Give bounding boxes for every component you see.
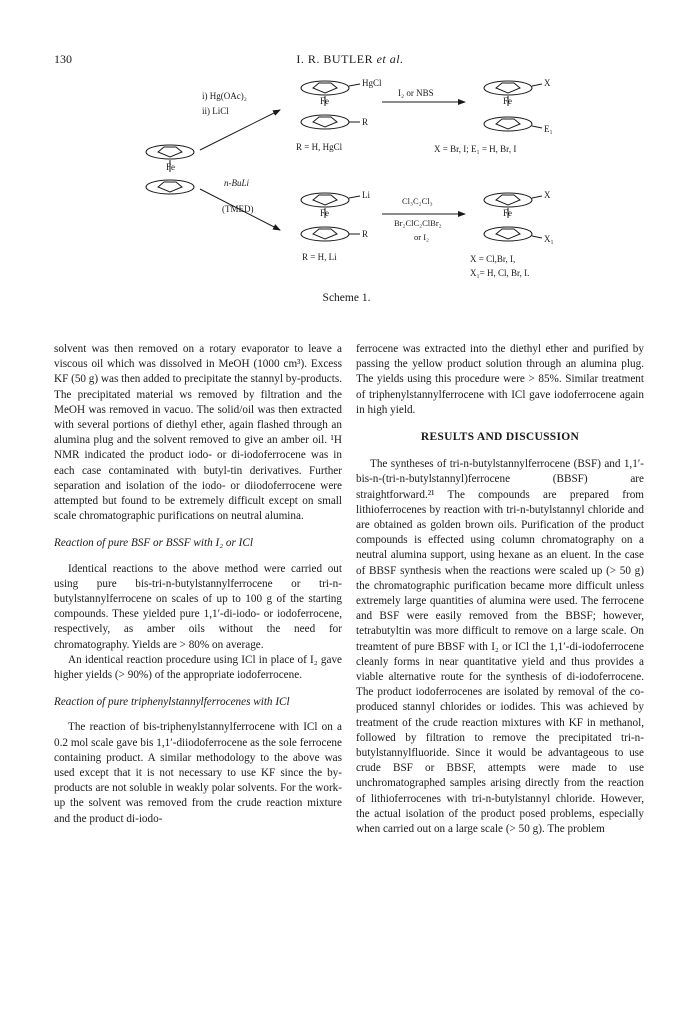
substituent-e1: E₁: [544, 124, 553, 134]
substituent-r-top: R: [362, 117, 369, 127]
left-paragraph-1: solvent was then removed on a rotary evaporator to leave a viscous oil which was dissolved in MeOH (1000 cm³). Excess KF (50 g) was then added to precipitate the stannyl by-products. The precipitated material ws removed by filtration and the MeOH was removed in vacuo. The solid/oil was then extracted with several portions of diethyl ether, again flashed through an alumina plug and the solvent removed to give an amber oil. ¹H NMR indicated the product iodo- or di-iodoferrocene was in each case contaminated with butyl-tin derivatives. Further separation and isolation of the iodo- or diiodoferrocene were attempted but found to be extremely difficult except on small scale chromatographic purifications on neutral alumina.: [54, 343, 343, 523]
scheme-caption: Scheme 1.: [322, 292, 371, 304]
right-paragraph-1: ferrocene was extracted into the diethyl ether and purified by passing the yellow product solution through an alumina plug. The yields using this procedure were > 85%. Similar treatment of triphenylstannylferrocene with ICl gave iodoferrocene again in high yield.: [356, 343, 644, 416]
scheme-1-diagram: [120, 72, 580, 322]
fe-label-halo-bottom: Fe: [503, 208, 512, 218]
reagent-tmed: (TMED): [222, 204, 254, 214]
section-heading-results: RESULTS AND DISCUSSION: [420, 431, 580, 444]
label-r-h-hgcl: R = H, HgCl: [296, 142, 343, 152]
reagent-c2cl4br2: Br₂ClC₂ClBr₂: [394, 218, 442, 228]
right-paragraph-2: The syntheses of tri-n-butylstannylferrocene (BSF) and 1,1′-bis-n-(tri-n-butylstannyl)ferrocene (BBSF) are straightforward.²¹ The compounds are prepared from lithioferrocenes by reaction with tri-n-butylstannyl chloride and are obtained as golden brown oils. Purification of the product compounds is effected using column chromatography on a neutral alumina support, using hexane as an eluent. In the case of BBSF synthesis when the reactions were scaled up (> 50 g) the chromatographic purification became more difficult unless extremely large quantities of alumina were used. The ferrocene and BSF were easily removed from the BBSF; however, tetrabutyltin was more difficult to remove on a large scale. On treamtent of pure BBSF with I₂ or ICl the 1,1′-di-iodoferrocene cleanly forms in near quantitative yield and thus provides a viable alternative route for the synthesis of di-iodoferrocene. The product iodoferrocenes are isolated by removal of the co-produced stannyl chlorides or iodides. This was achieved by treatment of the crude reaction mixtures with KF in methanol, followed by filtration to remove the precipitated tri-n-butylstannylfluoride. Since it would be advantageous to use crude BSF or BBSF, attempts were made to use unchromatographed samples arising directly from the reaction of lithioferrocenes with tri-n-butylstannyl chloride. However, the actual isolation of the product posed problems, especially when carried out on a large scale (> 50 g). The problem: [356, 458, 644, 836]
substituent-x1: X₁: [544, 234, 554, 244]
ferrocene-halo-bottom: [484, 193, 542, 241]
ferrocene-lithiated: [301, 193, 360, 241]
reagent-i2-nbs: I₂ or NBS: [398, 88, 434, 98]
reagent-c2cl6: Cl₃C₂Cl₃: [402, 196, 433, 206]
subheading-triphenylstannyl: Reaction of pure triphenylstannylferrocenes with ICl: [54, 696, 290, 709]
page-header: [40, 52, 660, 68]
fe-label-mercurated: Fe: [320, 96, 329, 106]
reagent-or-i2: or I₂: [414, 232, 429, 242]
left-paragraph-4: The reaction of bis-triphenylstannylferrocene with ICl on a 0.2 mol scale gave bis 1,1′-diiodoferrocene as the sole ferrocene containing product. A similar methodology to the above was used except that it is not necessary to use KF since the by-products are not soluble in weakly polar solvents. For the work-up the solvent was removed from the crude reaction mixture and the product di-iodo-: [54, 721, 342, 825]
label-x-e1-top: X = Br, I; E₁ = H, Br, I: [434, 144, 517, 154]
substituent-r-bottom: R: [362, 229, 369, 239]
label-r-h-li: R = H, Li: [302, 252, 337, 262]
substituent-x-top: X: [544, 78, 551, 88]
right-column: [356, 342, 644, 837]
left-column: [54, 342, 342, 827]
substituent-x-bottom: X: [544, 190, 551, 200]
reagent-licl: ii) LiCl: [202, 106, 229, 116]
arrow-to-mercurated: [200, 110, 280, 150]
fe-label-halo-top: Fe: [503, 96, 512, 106]
label-x1-bottom: X₁= H, Cl, Br, I.: [470, 268, 530, 278]
running-title: [40, 52, 660, 67]
substituent-li: Li: [362, 190, 370, 200]
fe-label-lithiated: Fe: [320, 208, 329, 218]
page-number: 130: [54, 52, 72, 66]
ferrocene-mercurated: [301, 81, 360, 129]
substituent-hgcl: HgCl: [362, 78, 382, 88]
subheading-bsf-bbsf: Reaction of pure BSF or BSSF with I₂ or ICl: [54, 537, 253, 550]
left-paragraph-3: An identical reaction procedure using ICl in place of I₂ gave higher yields (> 90%) of the appropriate iodoferrocene.: [54, 653, 342, 682]
running-title-etal: et al.: [376, 52, 404, 66]
running-title-authors: I. R. BUTLER: [296, 52, 374, 66]
label-x-bottom: X = Cl,Br, I,: [470, 254, 516, 264]
fe-label-start: Fe: [166, 162, 175, 172]
left-paragraph-2: Identical reactions to the above method were carried out using pure bis-tri-n-butylstannylferrocene or tri-n-butylstannylferrocene on scales of up to 100 g of the starting compounds. These yielded pure 1,1′-di-iodo- or iodoferrocene, respectively, as amber oils without the need for chromatography. Yields are > 80% on average.: [54, 562, 342, 651]
reagent-hgoac2: i) Hg(OAc)₂: [202, 91, 247, 101]
ferrocene-halo-top: [484, 81, 542, 131]
reagent-nbuli: n-BuLi: [224, 178, 250, 188]
